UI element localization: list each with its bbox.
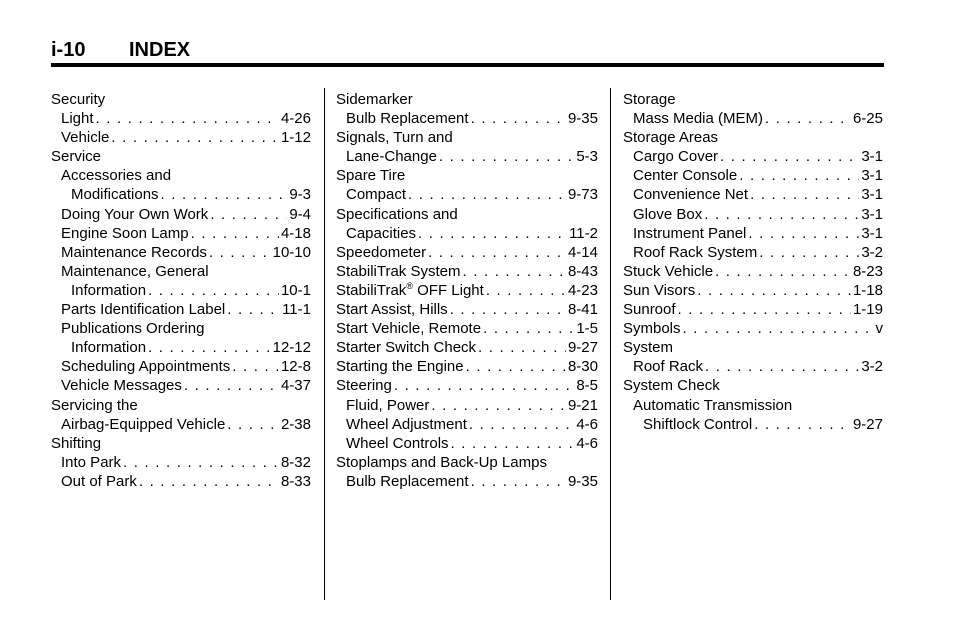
index-entry <box>336 262 598 281</box>
index-entry-page: 4-6 <box>576 415 598 433</box>
index-entry-text: Steering <box>336 377 392 395</box>
index-entry-page: 1-18 <box>852 281 883 299</box>
leader-dots <box>148 338 271 357</box>
index-heading <box>51 90 311 109</box>
leader-dots <box>111 128 279 147</box>
leader-dots <box>469 415 574 434</box>
column-divider-2 <box>610 88 611 600</box>
index-entry-page: 2-38 <box>280 415 311 433</box>
index-entry-page: 3-1 <box>861 186 883 204</box>
index-entry <box>51 300 311 319</box>
index-entry-page: 4-37 <box>280 377 311 395</box>
leader-dots <box>683 319 874 338</box>
index-heading <box>51 319 311 338</box>
index-entry-text: Service <box>51 148 102 166</box>
index-entry-page: 3-1 <box>861 205 883 223</box>
index-entry-text: System Check <box>623 377 720 395</box>
index-entry-page: 3-2 <box>861 358 883 376</box>
leader-dots <box>748 224 859 243</box>
index-heading <box>51 147 311 166</box>
index-entry-page: 9-27 <box>567 339 598 357</box>
index-entry <box>336 338 598 357</box>
index-entry-text: Storage Areas <box>623 129 719 147</box>
index-entry <box>51 453 311 472</box>
index-entry-text: Symbols <box>623 320 681 338</box>
index-entry-page: 8-32 <box>280 453 311 471</box>
index-entry-text: Stuck Vehicle <box>623 262 714 280</box>
leader-dots <box>418 224 567 243</box>
index-entry-text: Compact <box>346 186 407 204</box>
page-header <box>51 38 884 66</box>
leader-dots <box>191 224 279 243</box>
leader-dots <box>451 434 575 453</box>
leader-dots <box>697 281 851 300</box>
index-entry-text: Spare Tire <box>336 167 406 185</box>
index-entry-text: Starting the Engine <box>336 358 464 376</box>
index-entry-text: StabiliTrak® OFF Light <box>336 280 484 299</box>
index-entry-text: Shifting <box>51 434 102 452</box>
index-entry-page: 4-6 <box>576 434 598 452</box>
index-heading <box>336 205 598 224</box>
index-entry <box>51 281 311 300</box>
leader-dots <box>394 376 574 395</box>
index-entry-page: 3-1 <box>861 224 883 242</box>
leader-dots <box>466 357 566 376</box>
index-entry-page: 8-43 <box>567 262 598 280</box>
index-entry-page: 12-8 <box>280 358 311 376</box>
index-entry-page: 4-18 <box>280 224 311 242</box>
index-entry-page: 3-1 <box>861 148 883 166</box>
index-heading <box>623 376 883 395</box>
index-entry-page: 1-19 <box>852 301 883 319</box>
index-entry <box>51 224 311 243</box>
leader-dots <box>184 376 279 395</box>
index-entry <box>623 415 883 434</box>
index-entry <box>51 205 311 224</box>
index-entry-text: Roof Rack System <box>633 243 758 261</box>
index-entry-text: StabiliTrak System <box>336 262 461 280</box>
index-heading <box>336 166 598 185</box>
index-entry-text: Signals, Turn and <box>336 129 453 147</box>
leader-dots <box>462 262 565 281</box>
index-entry-page: 10-1 <box>280 281 311 299</box>
leader-dots <box>759 243 859 262</box>
index-entry <box>336 472 598 491</box>
index-entry <box>623 224 883 243</box>
index-entry-text: Cargo Cover <box>633 148 719 166</box>
index-entry <box>336 319 598 338</box>
index-entry-text: Shiftlock Control <box>643 415 753 433</box>
index-entry-page: 6-25 <box>852 110 883 128</box>
index-entry <box>336 281 598 300</box>
index-entry <box>51 376 311 395</box>
index-entry-page: 9-73 <box>567 186 598 204</box>
index-heading <box>336 128 598 147</box>
index-entry <box>51 185 311 204</box>
index-entry-page: 5-3 <box>576 148 598 166</box>
index-heading <box>51 262 311 281</box>
index-entry <box>623 319 883 338</box>
leader-dots <box>209 243 271 262</box>
index-entry-page: 1-12 <box>280 129 311 147</box>
index-entry <box>623 185 883 204</box>
index-entry <box>336 396 598 415</box>
index-entry <box>623 357 883 376</box>
index-entry-text: Engine Soon Lamp <box>61 224 189 242</box>
index-entry <box>51 357 311 376</box>
index-entry <box>623 262 883 281</box>
leader-dots <box>765 109 851 128</box>
index-entry-text: Specifications and <box>336 205 458 223</box>
index-entry-text: Airbag-Equipped Vehicle <box>61 415 226 433</box>
index-entry <box>51 243 311 262</box>
index-entry-page: 9-35 <box>567 110 598 128</box>
index-entry <box>336 185 598 204</box>
index-entry-text: Sunroof <box>623 301 676 319</box>
index-entry-page: 3-2 <box>861 243 883 261</box>
header-rule <box>51 63 884 67</box>
index-entry-page: 3-1 <box>861 167 883 185</box>
index-heading <box>623 396 883 415</box>
index-entry <box>623 205 883 224</box>
index-entry-text: Instrument Panel <box>633 224 747 242</box>
index-entry-text: Out of Park <box>61 472 137 490</box>
index-entry <box>51 472 311 491</box>
index-entry <box>336 376 598 395</box>
index-entry-text: Center Console <box>633 167 738 185</box>
index-entry-text: Wheel Adjustment <box>346 415 467 433</box>
index-entry-text: Bulb Replacement <box>346 472 469 490</box>
index-heading <box>336 90 598 109</box>
index-entry-page: 8-5 <box>576 377 598 395</box>
leader-dots <box>450 300 566 319</box>
index-entry-page: 9-4 <box>289 205 311 223</box>
index-entry-text: Wheel Controls <box>346 434 449 452</box>
index-entry-text: Vehicle <box>61 129 110 147</box>
index-entry-text: System <box>623 339 674 357</box>
index-entry-text: Convenience Net <box>633 186 749 204</box>
index-entry-text: Information <box>71 339 147 357</box>
leader-dots <box>431 396 566 415</box>
leader-dots <box>161 185 288 204</box>
leader-dots <box>720 147 859 166</box>
index-entry-text: Maintenance Records <box>61 243 207 261</box>
index-entry <box>51 109 311 128</box>
index-entry-page: 10-10 <box>272 243 311 261</box>
index-entry-page: 9-21 <box>567 396 598 414</box>
index-entry-text: Into Park <box>61 453 122 471</box>
index-entry-text: Parts Identification Label <box>61 301 226 319</box>
leader-dots <box>705 357 859 376</box>
index-entry <box>623 300 883 319</box>
index-entry-page: 8-23 <box>852 262 883 280</box>
index-entry-text: Start Vehicle, Remote <box>336 320 482 338</box>
leader-dots <box>478 338 566 357</box>
index-entry-text: Maintenance, General <box>61 262 209 280</box>
index-entry-page: 9-3 <box>289 186 311 204</box>
leader-dots <box>148 281 279 300</box>
leader-dots <box>754 415 851 434</box>
index-entry-text: Security <box>51 91 106 108</box>
leader-dots <box>750 185 859 204</box>
leader-dots <box>232 357 279 376</box>
index-entry-text: Sun Visors <box>623 281 696 299</box>
index-entry-text: Automatic Transmission <box>633 396 793 414</box>
leader-dots <box>439 147 574 166</box>
leader-dots <box>471 472 566 491</box>
index-entry <box>51 128 311 147</box>
leader-dots <box>210 205 287 224</box>
index-entry-text: Mass Media (MEM) <box>633 110 764 128</box>
index-entry-text: Speedometer <box>336 243 427 261</box>
leader-dots <box>483 319 574 338</box>
index-entry-text: Lane-Change <box>346 148 437 166</box>
index-entry-text: Bulb Replacement <box>346 110 469 128</box>
index-entry-text: Information <box>71 281 147 299</box>
index-heading <box>51 166 311 185</box>
index-entry-text: Stoplamps and Back-Up Lamps <box>336 453 547 471</box>
index-entry-page: 8-33 <box>280 472 311 490</box>
index-entry <box>51 338 311 357</box>
column-divider-1 <box>324 88 325 600</box>
index-entry-text: Servicing the <box>51 396 138 414</box>
index-entry-page: 9-27 <box>852 415 883 433</box>
index-entry-text: Storage <box>623 91 676 108</box>
leader-dots <box>486 281 566 300</box>
index-entry-page: 4-23 <box>567 281 598 299</box>
index-entry-page: 4-26 <box>280 110 311 128</box>
index-entry-page: 4-14 <box>567 243 598 261</box>
index-entry <box>336 300 598 319</box>
leader-dots <box>408 185 566 204</box>
index-heading <box>51 396 311 415</box>
index-entry-text: Starter Switch Check <box>336 339 477 357</box>
index-heading <box>336 453 598 472</box>
index-entry-text: Glove Box <box>633 205 703 223</box>
index-entry <box>336 357 598 376</box>
page-number: i-10 <box>51 39 86 61</box>
index-entry-page: 1-5 <box>576 320 598 338</box>
index-entry <box>623 281 883 300</box>
index-entry <box>623 166 883 185</box>
index-entry <box>336 147 598 166</box>
index-entry <box>623 147 883 166</box>
index-entry-text: Accessories and <box>61 167 172 185</box>
index-entry-text: Light <box>61 110 94 128</box>
index-entry <box>51 415 311 434</box>
leader-dots <box>139 472 279 491</box>
index-entry <box>336 109 598 128</box>
index-heading <box>623 128 883 147</box>
leader-dots <box>227 300 280 319</box>
index-entry-text: Publications Ordering <box>61 320 205 338</box>
index-entry-text: Modifications <box>71 186 159 204</box>
leader-dots <box>715 262 851 281</box>
index-heading <box>623 90 883 109</box>
index-entry <box>623 109 883 128</box>
index-entry-page: 9-35 <box>567 472 598 490</box>
index-entry <box>336 415 598 434</box>
index-entry-text: Vehicle Messages <box>61 377 182 395</box>
index-entry-page: 8-30 <box>567 358 598 376</box>
index-heading <box>51 434 311 453</box>
index-column-1 <box>51 90 311 491</box>
index-heading <box>623 338 883 357</box>
index-entry <box>336 224 598 243</box>
index-entry-page: 11-1 <box>282 301 311 319</box>
index-entry-text: Scheduling Appointments <box>61 358 231 376</box>
leader-dots <box>123 453 279 472</box>
leader-dots <box>428 243 566 262</box>
index-entry <box>336 434 598 453</box>
index-entry <box>336 243 598 262</box>
index-entry-text: Fluid, Power <box>346 396 430 414</box>
index-entry-text: Doing Your Own Work <box>61 205 209 223</box>
index-entry <box>623 243 883 262</box>
index-entry-page: 11-2 <box>569 224 598 242</box>
index-column-3 <box>623 90 883 434</box>
index-entry-text: Capacities <box>346 224 417 242</box>
leader-dots <box>739 166 859 185</box>
leader-dots <box>678 300 851 319</box>
page-title: INDEX <box>129 39 191 61</box>
leader-dots <box>96 109 279 128</box>
index-entry-page: 12-12 <box>272 339 311 357</box>
index-entry-page: 8-41 <box>567 301 598 319</box>
index-entry-text: Sidemarker <box>336 91 413 108</box>
leader-dots <box>704 205 859 224</box>
leader-dots <box>471 109 566 128</box>
index-entry-text: Roof Rack <box>633 358 704 376</box>
index-column-2 <box>336 90 598 491</box>
leader-dots <box>227 415 279 434</box>
index-entry-page: v <box>875 320 883 338</box>
index-entry-text: Start Assist, Hills <box>336 301 448 319</box>
